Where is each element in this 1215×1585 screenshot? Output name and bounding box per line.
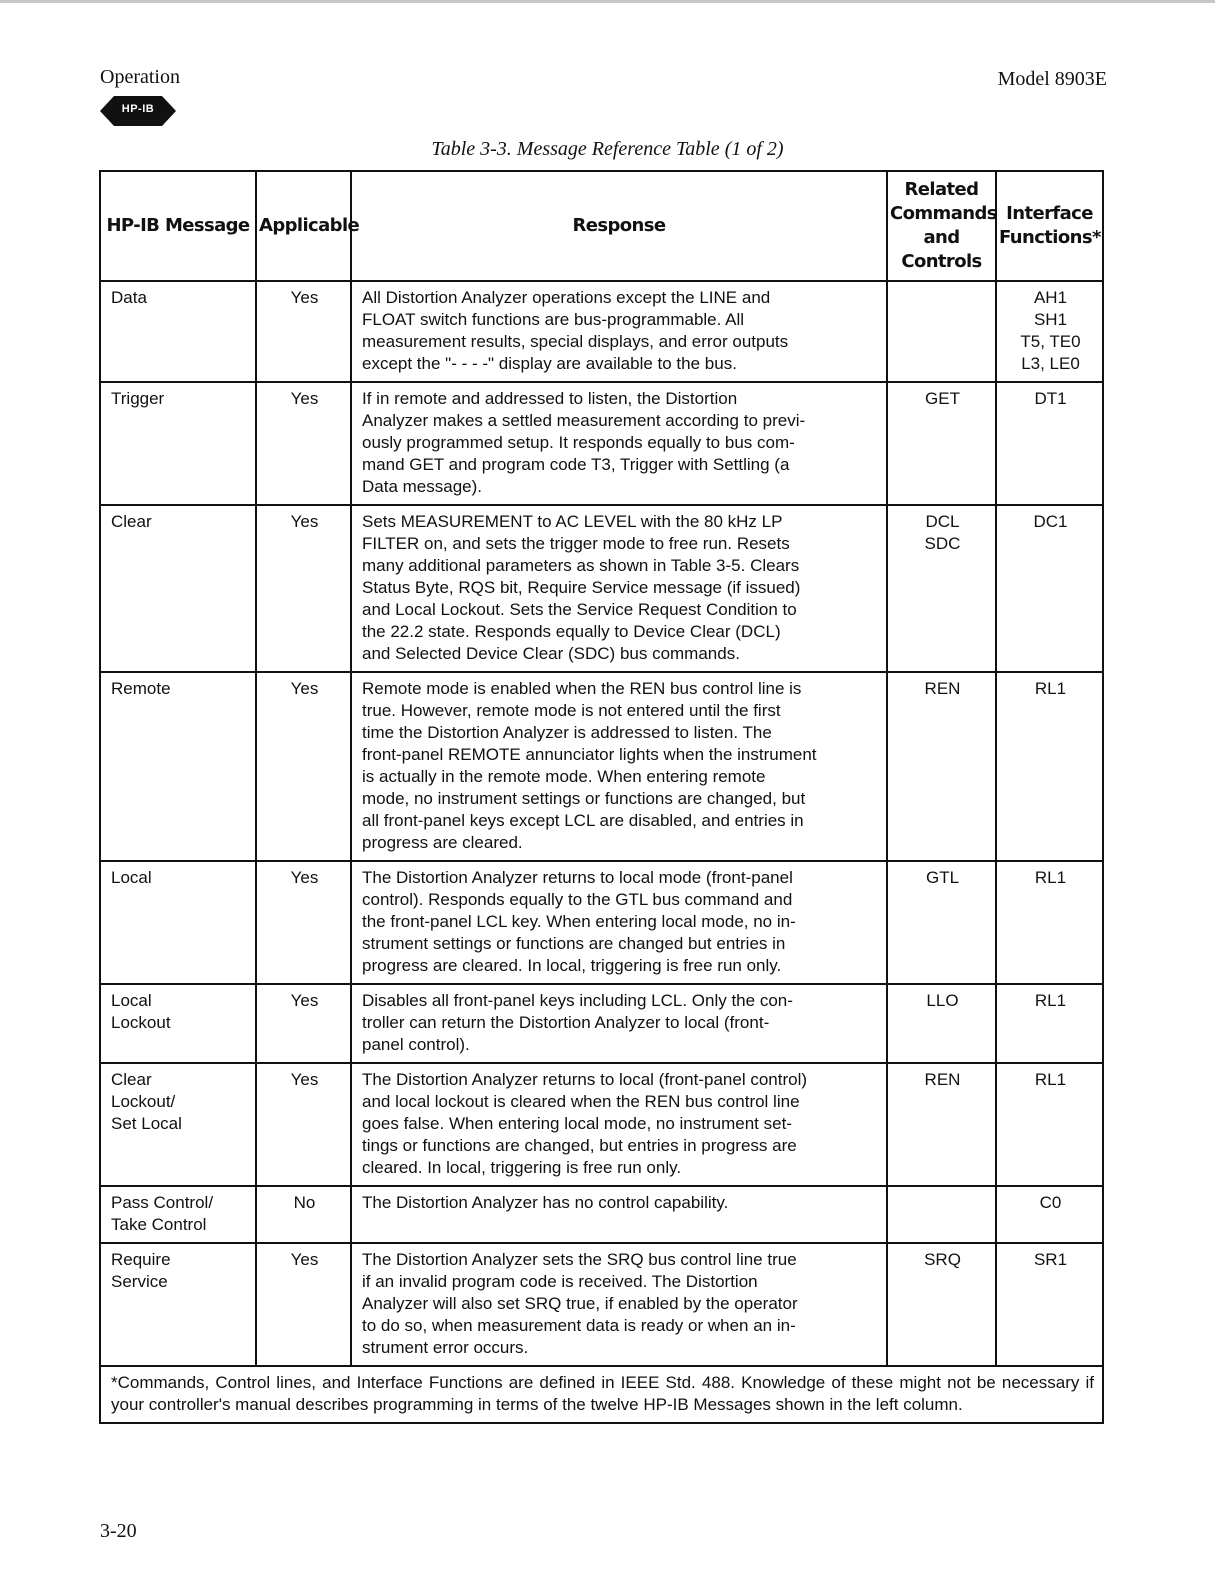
cell-message: Local	[100, 861, 256, 984]
table-row	[100, 984, 1103, 1063]
cell-interface: RL1	[996, 672, 1103, 861]
cell-response: The Distortion Analyzer returns to local mode (front-panel control). Responds equally to the GTL bus command and the front-panel LCL key. When entering local mode, no in- strument settings or functions are changed but entries in progress are cleared. In local, triggering is free run only.	[351, 861, 887, 984]
cell-related: GTL	[887, 861, 996, 984]
cell-related: DCL SDC	[887, 505, 996, 672]
table-row	[100, 505, 1103, 672]
cell-related: REN	[887, 672, 996, 861]
cell-response: Remote mode is enabled when the REN bus control line is true. However, remote mode is not entered until the first time the Distortion Analyzer is addressed to listen. The front-panel REMOTE annunciator lights when the instrument is actually in the remote mode. When entering remote mode, no instrument settings or functions are changed, but all front-panel keys except LCL are disabled, and entries in progress are cleared.	[351, 672, 887, 861]
col-header-response: Response	[351, 171, 887, 281]
cell-response: The Distortion Analyzer has no control capability.	[351, 1186, 887, 1243]
hp-ib-badge	[100, 96, 176, 126]
page-top-rule	[0, 0, 1215, 3]
cell-response: The Distortion Analyzer sets the SRQ bus control line true if an invalid program code is received. The Distortion Analyzer will also set SRQ true, if enabled by the operator to do so, when measurement data is ready or when an in- strument error occurs.	[351, 1243, 887, 1366]
table-row	[100, 1243, 1103, 1366]
table-row	[100, 1063, 1103, 1186]
cell-message: Clear	[100, 505, 256, 672]
col-header-related: Related Commands and Controls	[887, 171, 996, 281]
page-number: 3-20	[100, 1520, 137, 1542]
cell-interface: DC1	[996, 505, 1103, 672]
cell-applicable: Yes	[256, 382, 351, 505]
cell-message: Clear Lockout/ Set Local	[100, 1063, 256, 1186]
cell-response: If in remote and addressed to listen, the Distortion Analyzer makes a settled measurement according to previ- ously programmed setup. It responds equally to bus com- mand GET and program code T3, Trigger with Settling (a Data message).	[351, 382, 887, 505]
table-row	[100, 382, 1103, 505]
cell-related: LLO	[887, 984, 996, 1063]
cell-interface: AH1 SH1 T5, TE0 L3, LE0	[996, 281, 1103, 382]
cell-applicable: Yes	[256, 672, 351, 861]
cell-message: Data	[100, 281, 256, 382]
table-caption: Table 3-3. Message Reference Table (1 of 2)	[431, 138, 784, 160]
cell-applicable: No	[256, 1186, 351, 1243]
cell-interface: RL1	[996, 984, 1103, 1063]
cell-interface: RL1	[996, 861, 1103, 984]
cell-related	[887, 281, 996, 382]
cell-applicable: Yes	[256, 984, 351, 1063]
table-row	[100, 672, 1103, 861]
cell-related	[887, 1186, 996, 1243]
cell-applicable: Yes	[256, 1063, 351, 1186]
section-title: Operation	[100, 66, 180, 88]
col-header-applicable: Applicable	[256, 171, 351, 281]
table-footnote: *Commands, Control lines, and Interface Functions are defined in IEEE Std. 488. Knowledge of these might not be necessary if your controller's manual describes programming in terms of the twelve HP-IB Messages shown in the left column.	[100, 1366, 1103, 1423]
col-header-interface: Interface Functions*	[996, 171, 1103, 281]
cell-message: Remote	[100, 672, 256, 861]
cell-applicable: Yes	[256, 281, 351, 382]
cell-interface: C0	[996, 1186, 1103, 1243]
cell-applicable: Yes	[256, 1243, 351, 1366]
cell-message: Pass Control/ Take Control	[100, 1186, 256, 1243]
cell-related: GET	[887, 382, 996, 505]
cell-response: The Distortion Analyzer returns to local (front-panel control) and local lockout is cleared when the REN bus control line goes false. When entering local mode, no instrument set- tings or functions are changed, but entries in progress are cleared. In local, triggering is free run only.	[351, 1063, 887, 1186]
cell-message: Require Service	[100, 1243, 256, 1366]
cell-related: REN	[887, 1063, 996, 1186]
table-header-row	[100, 171, 1103, 281]
model-label: Model 8903E	[997, 68, 1107, 90]
cell-interface: SR1	[996, 1243, 1103, 1366]
cell-response: Sets MEASUREMENT to AC LEVEL with the 80 kHz LP FILTER on, and sets the trigger mode to free run. Resets many additional parameters as shown in Table 3-5. Clears Status Byte, RQS bit, Require Service message (if issued) and Local Lockout. Sets the Service Request Condition to the 22.2 state. Responds equally to Device Clear (DCL) and Selected Device Clear (SDC) bus commands.	[351, 505, 887, 672]
table-row	[100, 1186, 1103, 1243]
cell-response: All Distortion Analyzer operations except the LINE and FLOAT switch functions are bus-programmable. All measurement results, special displays, and error outputs except the "- - - -" display are available to the bus.	[351, 281, 887, 382]
footnote-row	[100, 1366, 1103, 1423]
message-reference-table	[99, 170, 1104, 1424]
table-row	[100, 861, 1103, 984]
cell-applicable: Yes	[256, 861, 351, 984]
hp-ib-badge-label: HP-IB	[121, 103, 155, 115]
col-header-message: HP-IB Message	[100, 171, 256, 281]
cell-message: Trigger	[100, 382, 256, 505]
table-row	[100, 281, 1103, 382]
cell-response: Disables all front-panel keys including LCL. Only the con- troller can return the Distortion Analyzer to local (front- panel control).	[351, 984, 887, 1063]
cell-interface: RL1	[996, 1063, 1103, 1186]
cell-applicable: Yes	[256, 505, 351, 672]
cell-message: Local Lockout	[100, 984, 256, 1063]
cell-related: SRQ	[887, 1243, 996, 1366]
cell-interface: DT1	[996, 382, 1103, 505]
